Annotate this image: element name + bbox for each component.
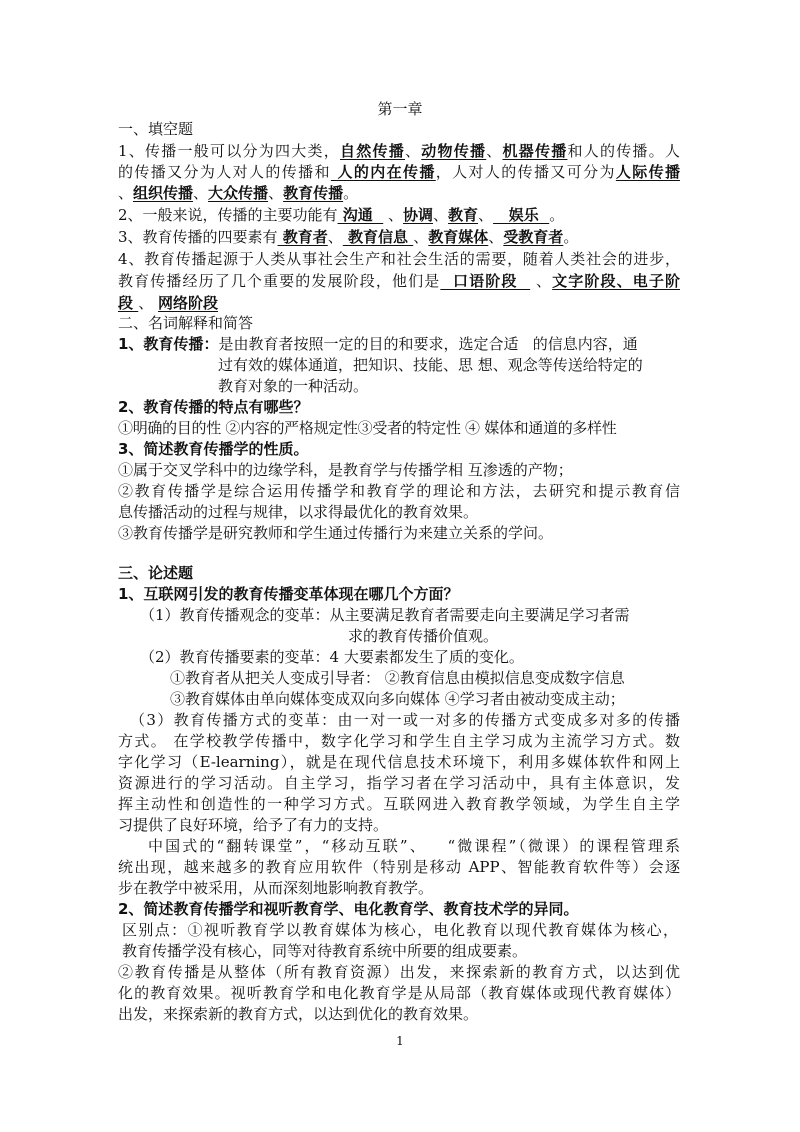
text: 、 (268, 184, 284, 202)
answer-line: ①明确的目的性 ②内容的严格规定性③受者的特定性 ④ 媒体和通道的多样性 (118, 419, 617, 437)
text: 、 (478, 206, 494, 224)
text: 1、传播一般可以分为四大类， (118, 142, 340, 160)
section-heading: 二、名词解释和简答 (118, 314, 254, 332)
text: 2、一般来说，传播的主要功能有 (118, 206, 338, 224)
answer-blank: 网络阶段 (158, 294, 219, 312)
text: 、 (138, 294, 159, 312)
answer-blank: 教育者 (277, 228, 328, 246)
essay-line: （3）教育传播方式的变革：由一对一或一对多的传播方式变成多对多的传播 (130, 711, 680, 729)
text: 是由教育者按照一定的目的和要求，选定合适 的信息内容，通 (218, 335, 638, 353)
text: 。 (343, 184, 359, 202)
q4-line-1: 4、教育传播起源于人类从事社会生产和社会生活的需要，随着人类社会的进步， (118, 250, 680, 268)
essay-line: 习提供了良好环境，给予了有力的支持。 (118, 816, 389, 834)
answer-blank: 教育传播 (283, 184, 344, 202)
text: 教育传播经历了几个重要的发展阶段，他们是 (118, 272, 441, 290)
text: 、 (404, 142, 422, 160)
answer-blank: 教育 (448, 206, 479, 224)
text: 、 (413, 228, 429, 246)
text: 3、教育传播的四要素有 (118, 228, 278, 246)
essay-line: 区别点：①视听教育学以教育媒体为核心，电化教育以现代教育媒体为核心， (122, 921, 678, 939)
text: 、 (486, 142, 503, 160)
essay-line: 教育传播学没有核心，同等对待教育系统中所要的组成要素。 (122, 942, 528, 960)
text: 。 (563, 228, 579, 246)
answer-blank: 口语阶段 (440, 272, 531, 290)
answer-blank: 人际传播 (615, 163, 680, 181)
question-heading: 2、教育传播的特点有哪些？ (118, 398, 309, 416)
essay-line: （1）教育传播观念的变革：从主要满足教育者需要走向主要满足学习者需 (140, 606, 630, 624)
question-heading: 3、简述教育传播学的性质。 (118, 440, 309, 458)
definition-line-2: 过有效的媒体通道，把知识、技能、思 想、观念等传送给特定的 (218, 356, 643, 374)
essay-line: 步在教学中被采用，从而深刻地影响教育教学。 (118, 879, 434, 897)
text: 、 (193, 184, 209, 202)
answer-blank: 机器传播 (502, 142, 568, 160)
text: 的传播又分为人对人的传播和 (118, 163, 331, 181)
essay-line: （2）教育传播要素的变革：4 大要素都发生了质的变化。 (140, 648, 524, 666)
q4-line-2 (118, 271, 680, 291)
q1-line-1 (118, 141, 680, 161)
answer-blank: 沟通 (337, 206, 384, 224)
text: 、 (488, 228, 504, 246)
answer-blank: 受教育者 (503, 228, 564, 246)
q4-line-3 (118, 293, 680, 313)
definition-line-1 (118, 334, 680, 354)
answer-blank: 动物传播 (421, 142, 487, 160)
term: 1、教育传播： (118, 335, 219, 353)
text: 、 (327, 228, 343, 246)
answer-line: ③教育传播学是研究教师和学生通过传播行为来建立关系的学问。 (118, 524, 554, 542)
q1-line-2 (118, 162, 680, 182)
section-heading: 一、填空题 (118, 120, 194, 138)
answer-blank: 人的内在传播 (330, 163, 436, 181)
text: 、 (530, 272, 553, 290)
essay-line: 中国式的“翻转课堂”，“移动互联”、 “微课程”（微课）的课程管理系 (148, 837, 680, 855)
essay-line: 字化学习（E-learning），就是在现代信息技术环境下，利用多媒体软件和网上 (118, 753, 680, 771)
text: 、 (383, 206, 403, 224)
answer-blank: 教育信息 (342, 228, 414, 246)
essay-line: ③教育媒体由单向媒体变成双向多向媒体 ④学习者由被动变成主动； (170, 690, 625, 708)
answer-blank: 文字阶段、电子阶 (552, 272, 680, 290)
q2-line (118, 205, 680, 225)
answer-blank: 段 (118, 294, 139, 312)
answer-line: ②教育传播学是综合运用传播学和教育学的理论和方法，去研究和提示教育信 (118, 482, 680, 500)
text: 、 (433, 206, 449, 224)
answer-blank: 自然传播 (340, 142, 405, 160)
essay-line: ②教育传播是从整体（所有教育资源）出发，来探索新的教育方式，以达到优 (118, 963, 680, 981)
text: 、 (118, 184, 134, 202)
question-heading: 1、互联网引发的教育传播变革体现在哪几个方面？ (118, 585, 459, 603)
section-heading: 三、论述题 (118, 564, 194, 582)
text: 和人的传播。人 (567, 142, 680, 160)
essay-line: 化的教育效果。视听教育学和电化教育学是从局部（教育媒体或现代教育媒体） (118, 984, 680, 1002)
text: 。 (549, 206, 565, 224)
essay-line: 方式。 在学校教学传播中，数字化学习和学生自主学习成为主流学习方式。数 (118, 732, 680, 750)
definition-line-3: 教育对象的一种活动。 (218, 377, 369, 395)
q3-line (118, 227, 680, 247)
essay-line: 出发，来探索新的教育方式，以达到优化的教育效果。 (118, 1005, 479, 1023)
text: ，人对人的传播又可分为 (435, 163, 616, 181)
answer-blank: 娱乐 (493, 206, 550, 224)
essay-line: 统出现，越来越多的教育应用软件（特别是移动 APP、智能教育软件等）会逐 (118, 858, 680, 876)
answer-blank: 大众传播 (208, 184, 269, 202)
answer-blank: 协调 (403, 206, 434, 224)
answer-line: 息传播活动的过程与规律，以求得最优化的教育效果。 (118, 503, 479, 521)
chapter-title: 第一章 (377, 100, 423, 118)
essay-line: 挥主动性和创造性的一种学习方式。互联网进入教育教学领域，为学生自主学 (118, 795, 680, 813)
q1-line-3 (118, 183, 680, 203)
answer-blank: 教育媒体 (428, 228, 489, 246)
question-heading: 2、简述教育传播学和视听教育学、电化教育学、教育技术学的异同。 (118, 900, 579, 918)
essay-line: 求的教育传播价值观。 (348, 627, 499, 645)
answer-blank: 组织传播 (133, 184, 194, 202)
essay-line: 资源进行的学习活动。自主学习，指学习者在学习活动中，具有主体意识，发 (118, 774, 680, 792)
answer-line: ①属于交叉学科中的边缘学科，是教育学与传播学相 互渗透的产物； (118, 461, 573, 479)
page-number: 1 (396, 1034, 404, 1048)
essay-line: ①教育者从把关人变成引导者： ②教育信息由模拟信息变成数字信息 (170, 669, 625, 687)
